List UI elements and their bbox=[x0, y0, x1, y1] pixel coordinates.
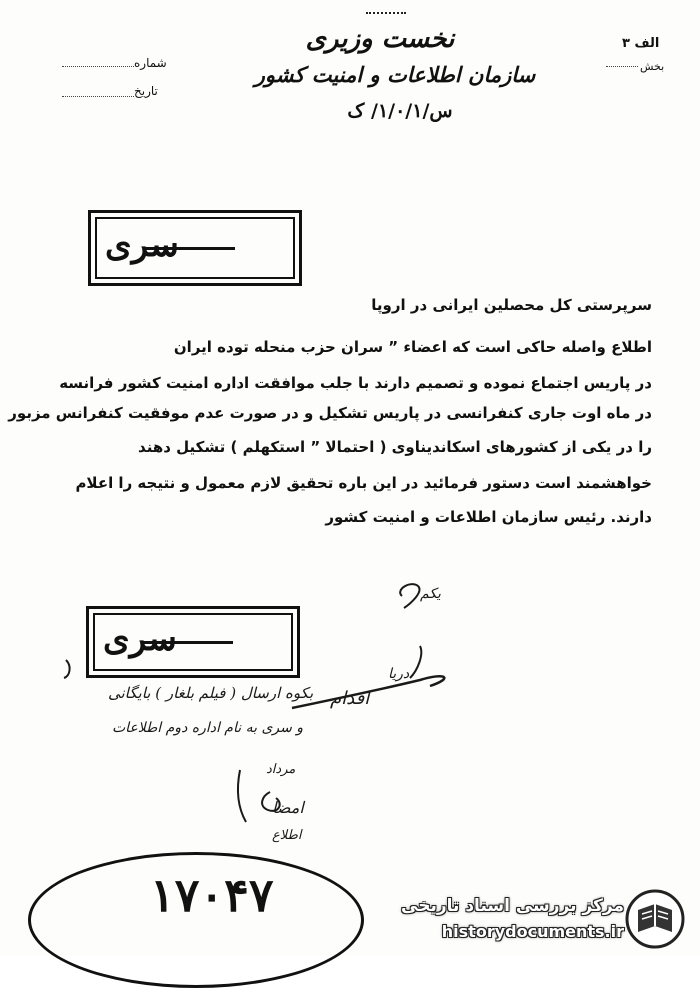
handwritten-note-4: اقدام bbox=[330, 688, 370, 709]
header-ornament bbox=[366, 12, 406, 17]
archive-logo-icon bbox=[624, 888, 686, 950]
body-line-5: خواهشمند است دستور فرمائید در این باره تحقیق لازم معمول و نتیجه را اعلام bbox=[75, 474, 652, 492]
label-date: تاریخ bbox=[134, 84, 158, 98]
handwritten-note-3: و سری به نام اداره دوم اطلاعات bbox=[112, 720, 304, 736]
handwritten-note-6: مرداد bbox=[266, 762, 296, 777]
stamp-bottom-text: سری bbox=[103, 619, 177, 659]
header-title: نخست وزیری bbox=[305, 24, 455, 54]
top-right-sub: بخش bbox=[640, 60, 665, 73]
handwritten-note-1: یکم bbox=[420, 586, 441, 602]
top-right-sub-line bbox=[606, 66, 638, 67]
date-line bbox=[62, 96, 134, 97]
label-number: شماره bbox=[134, 56, 167, 70]
body-line-4: را در یکی از کشورهای اسکاندیناوی ( احتمالا ” استکهلم ) تشکیل دهند bbox=[138, 438, 652, 456]
handwritten-note-7: امضا bbox=[272, 798, 304, 817]
header-reference-number: س/۱/۰/۱/ ک bbox=[347, 100, 453, 122]
handwriting-strokes bbox=[0, 560, 700, 860]
top-right-code: الف ۳ bbox=[622, 36, 660, 51]
registration-number: ۱۷۰۴۷ bbox=[150, 868, 274, 922]
stamp-top-text: سری bbox=[105, 225, 179, 265]
handwritten-note-5: دریا bbox=[388, 666, 410, 682]
body-line-6: دارند. رئیس سازمان اطلاعات و امنیت کشور bbox=[325, 508, 652, 526]
handwritten-note-8: اطلاع bbox=[272, 828, 302, 843]
body-line-3: در ماه اوت جاری کنفرانسی در پاریس تشکیل و در صورت عدم موفقیت کنفرانس مزبور bbox=[8, 404, 652, 422]
number-line bbox=[62, 66, 134, 67]
body-line-2: در پاریس اجتماع نموده و تصمیم دارند با جلب موافقت اداره امنیت کشور فرانسه bbox=[59, 374, 652, 392]
header-organization: سازمان اطلاعات و امنیت کشور bbox=[254, 62, 536, 87]
watermark-url: historydocuments.ir bbox=[441, 922, 624, 941]
classification-stamp-top bbox=[88, 210, 302, 286]
watermark-persian-name: مرکز بررسی اسناد تاریخی bbox=[401, 896, 624, 916]
body-line-1: اطلاع واصله حاکی است که اعضاء ” سران حزب منحله توده ایران bbox=[173, 338, 652, 356]
recipient-line: سرپرستی کل محصلین ایرانی در اروپا bbox=[371, 296, 652, 314]
handwritten-note-2: بکوه ارسال ( فیلم بلغار ) بایگانی bbox=[108, 684, 314, 702]
